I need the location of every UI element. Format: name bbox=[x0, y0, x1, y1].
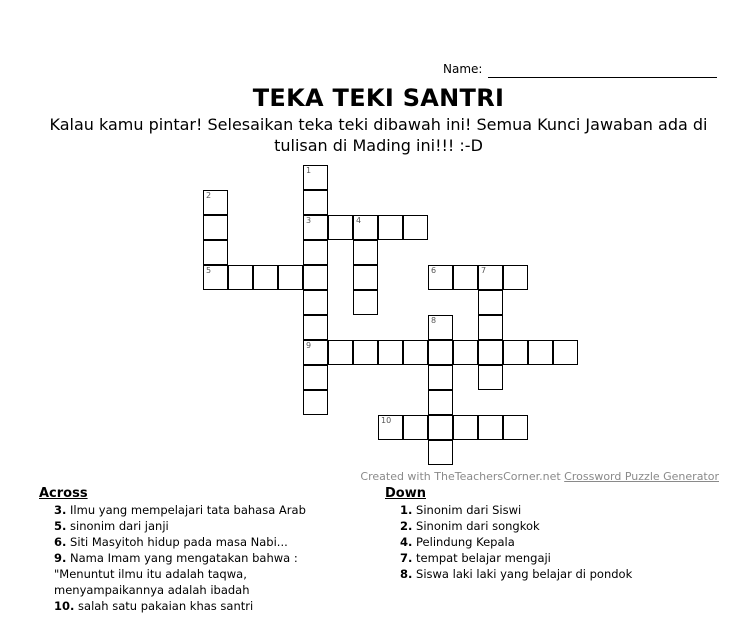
clue-number: 10. bbox=[54, 599, 75, 613]
name-label: Name: bbox=[443, 62, 483, 76]
clue-item bbox=[385, 566, 725, 582]
crossword-cell[interactable] bbox=[453, 265, 478, 290]
crossword-cell[interactable] bbox=[303, 240, 328, 265]
crossword-cell[interactable] bbox=[353, 215, 378, 240]
clue-item bbox=[39, 502, 339, 518]
cell-number: 8 bbox=[431, 316, 437, 325]
clue-text: menyampaikannya adalah ibadah bbox=[54, 583, 250, 597]
clue-number: 7. bbox=[400, 551, 413, 565]
crossword-cell[interactable] bbox=[303, 340, 328, 365]
clue-number: 5. bbox=[54, 519, 67, 533]
clue-item bbox=[385, 550, 725, 566]
crossword-cell[interactable] bbox=[303, 365, 328, 390]
crossword-cell[interactable] bbox=[353, 290, 378, 315]
crossword-cell[interactable] bbox=[353, 265, 378, 290]
clue-number: 9. bbox=[54, 551, 67, 565]
crossword-cell[interactable] bbox=[453, 340, 478, 365]
down-clues bbox=[385, 486, 725, 582]
credit-text: Created with TheTeachersCorner.net bbox=[360, 470, 561, 483]
crossword-cell[interactable] bbox=[353, 340, 378, 365]
crossword-cell[interactable] bbox=[428, 390, 453, 415]
crossword-cell[interactable] bbox=[403, 215, 428, 240]
crossword-cell[interactable] bbox=[453, 415, 478, 440]
clue-number: 3. bbox=[54, 503, 67, 517]
across-heading: Across bbox=[39, 486, 88, 501]
clue-item bbox=[385, 502, 725, 518]
crossword-cell[interactable] bbox=[203, 265, 228, 290]
clue-text: Siswa laki laki yang belajar di pondok bbox=[416, 567, 633, 581]
clue-text: sinonim dari janji bbox=[70, 519, 169, 533]
crossword-cell[interactable] bbox=[428, 365, 453, 390]
crossword-cell[interactable] bbox=[303, 190, 328, 215]
crossword-cell[interactable] bbox=[203, 190, 228, 215]
crossword-cell[interactable] bbox=[303, 165, 328, 190]
page-title: TEKA TEKI SANTRI bbox=[252, 84, 505, 112]
clue-text: "Menuntut ilmu itu adalah taqwa, bbox=[54, 567, 247, 581]
crossword-cell[interactable] bbox=[478, 265, 503, 290]
crossword-cell[interactable] bbox=[503, 265, 528, 290]
clue-item bbox=[39, 582, 339, 598]
clue-text: Ilmu yang mempelajari tata bahasa Arab bbox=[70, 503, 306, 517]
clue-text: Siti Masyitoh hidup pada masa Nabi... bbox=[70, 535, 288, 549]
cell-number: 4 bbox=[356, 216, 362, 225]
credit-link[interactable]: Crossword Puzzle Generator bbox=[564, 470, 719, 483]
crossword-cell[interactable] bbox=[428, 315, 453, 340]
crossword-cell[interactable] bbox=[428, 415, 453, 440]
crossword-cell[interactable] bbox=[228, 265, 253, 290]
clue-number: 8. bbox=[400, 567, 413, 581]
clue-item bbox=[39, 534, 339, 550]
crossword-cell[interactable] bbox=[328, 215, 353, 240]
crossword-cell[interactable] bbox=[203, 215, 228, 240]
crossword-cell[interactable] bbox=[303, 315, 328, 340]
crossword-cell[interactable] bbox=[478, 290, 503, 315]
crossword-cell[interactable] bbox=[303, 290, 328, 315]
clue-text: Sinonim dari songkok bbox=[416, 519, 540, 533]
clue-text: Nama Imam yang mengatakan bahwa : bbox=[70, 551, 298, 565]
crossword-cell[interactable] bbox=[378, 215, 403, 240]
clue-number: 4. bbox=[400, 535, 413, 549]
crossword-cell[interactable] bbox=[403, 415, 428, 440]
cell-number: 9 bbox=[306, 341, 312, 350]
crossword-cell[interactable] bbox=[528, 340, 553, 365]
cell-number: 5 bbox=[206, 266, 212, 275]
clue-item bbox=[39, 550, 339, 566]
cell-number: 7 bbox=[481, 266, 487, 275]
clue-number: 2. bbox=[400, 519, 413, 533]
crossword-cell[interactable] bbox=[428, 340, 453, 365]
crossword-cell[interactable] bbox=[378, 415, 403, 440]
cell-number: 10 bbox=[381, 416, 392, 425]
clue-item bbox=[385, 518, 725, 534]
crossword-cell[interactable] bbox=[303, 215, 328, 240]
crossword-cell[interactable] bbox=[203, 240, 228, 265]
cell-number: 3 bbox=[306, 216, 312, 225]
clue-item bbox=[385, 534, 725, 550]
crossword-cell[interactable] bbox=[303, 265, 328, 290]
credit bbox=[360, 470, 719, 483]
crossword-cell[interactable] bbox=[478, 340, 503, 365]
crossword-cell[interactable] bbox=[403, 340, 428, 365]
clue-item bbox=[39, 518, 339, 534]
crossword-cell[interactable] bbox=[278, 265, 303, 290]
clue-item bbox=[39, 598, 339, 614]
clue-text: Sinonim dari Siswi bbox=[416, 503, 522, 517]
clue-item bbox=[39, 566, 339, 582]
across-clues bbox=[39, 486, 339, 614]
cell-number: 2 bbox=[206, 191, 212, 200]
crossword-cell[interactable] bbox=[478, 315, 503, 340]
crossword-cell[interactable] bbox=[303, 390, 328, 415]
crossword-cell[interactable] bbox=[553, 340, 578, 365]
cell-number: 6 bbox=[431, 266, 437, 275]
crossword-cell[interactable] bbox=[478, 365, 503, 390]
crossword-cell[interactable] bbox=[478, 415, 503, 440]
clue-number: 1. bbox=[400, 503, 413, 517]
cell-number: 1 bbox=[306, 166, 312, 175]
clue-number: 6. bbox=[54, 535, 67, 549]
crossword-cell[interactable] bbox=[503, 415, 528, 440]
clue-text: Pelindung Kepala bbox=[416, 535, 515, 549]
crossword-cell[interactable] bbox=[378, 340, 403, 365]
crossword-cell[interactable] bbox=[428, 440, 453, 465]
crossword-cell[interactable] bbox=[328, 340, 353, 365]
clue-text: tempat belajar mengaji bbox=[416, 551, 551, 565]
crossword-cell[interactable] bbox=[428, 265, 453, 290]
crossword-cell[interactable] bbox=[253, 265, 278, 290]
crossword-cell[interactable] bbox=[503, 340, 528, 365]
crossword-cell[interactable] bbox=[353, 240, 378, 265]
down-heading: Down bbox=[385, 486, 426, 501]
clue-text: salah satu pakaian khas santri bbox=[78, 599, 254, 613]
page-subtitle: Kalau kamu pintar! Selesaikan teka teki dibawah ini! Semua Kunci Jawaban ada di tulisan di Mading ini!!! :-D bbox=[49, 115, 708, 155]
